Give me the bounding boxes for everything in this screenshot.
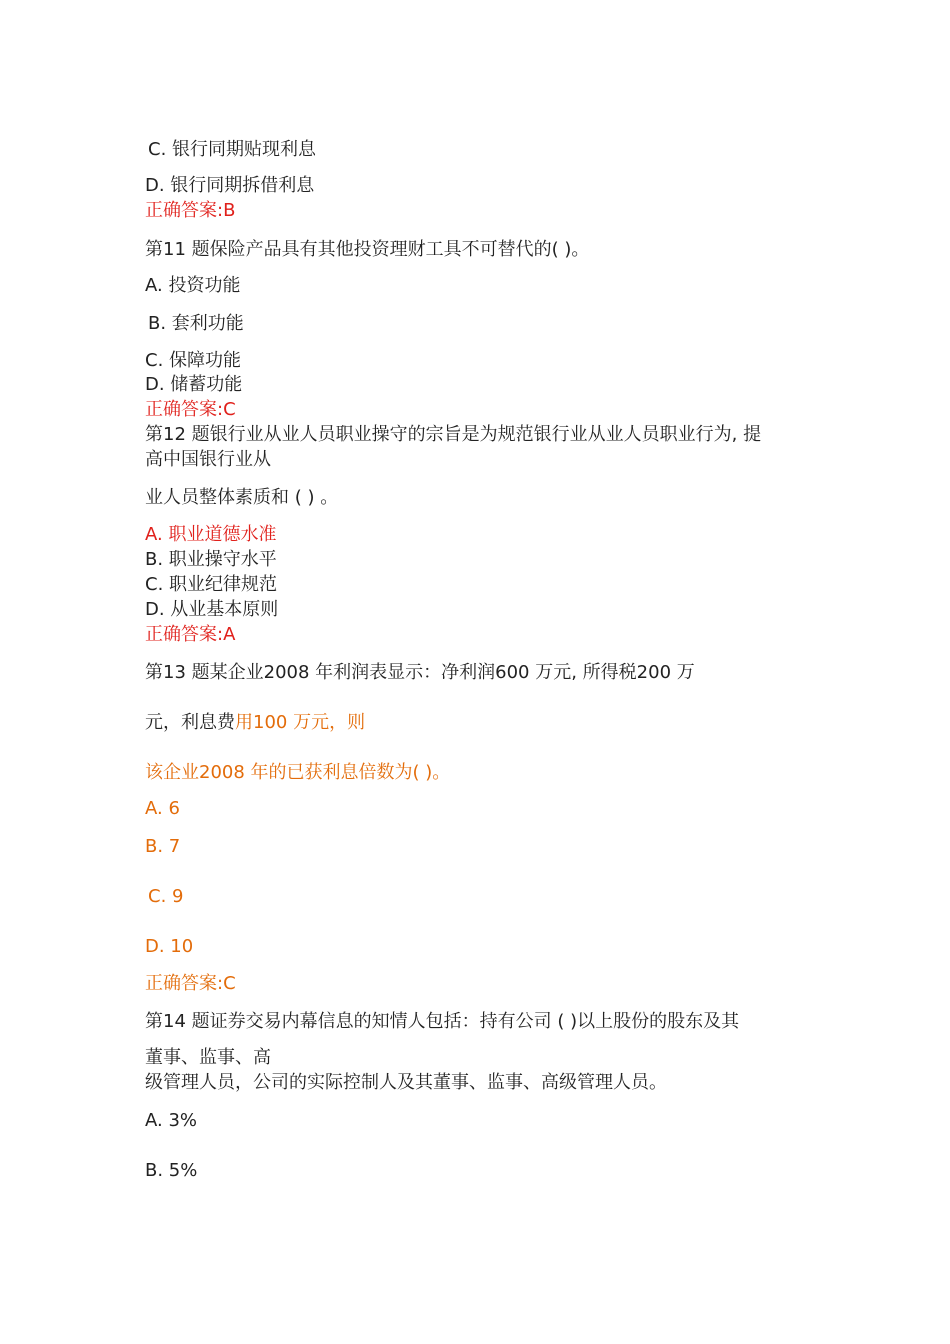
q12-option-a: A. 职业道德水准 bbox=[145, 524, 277, 545]
q14-option-b: B. 5% bbox=[145, 1160, 198, 1181]
q12-question-line3: 业人员整体素质和 ( ) 。 bbox=[145, 487, 339, 508]
q13-question-line1: 第13 题某企业2008 年利润表显示：净利润600 万元, 所得税200 万 bbox=[145, 662, 695, 683]
q14-question-line3: 级管理人员，公司的实际控制人及其董事、监事、高级管理人员。 bbox=[145, 1072, 667, 1093]
q12-question-line2: 高中国银行业从 bbox=[145, 449, 271, 470]
q14-question-line2: 董事、监事、高 bbox=[145, 1047, 271, 1068]
q11-answer: 正确答案:C bbox=[145, 399, 236, 420]
q10-answer: 正确答案:B bbox=[145, 200, 236, 221]
q14-question-line1: 第14 题证券交易内幕信息的知情人包括：持有公司 ( )以上股份的股东及其 bbox=[145, 1011, 740, 1032]
q14-option-a: A. 3% bbox=[145, 1110, 197, 1131]
q12-option-c: C. 职业纪律规范 bbox=[145, 574, 278, 595]
q10-option-c: C. 银行同期贴现利息 bbox=[148, 139, 317, 160]
q12-option-d: D. 从业基本原则 bbox=[145, 599, 279, 620]
q13-answer: 正确答案:C bbox=[145, 973, 236, 994]
q13-option-d: D. 10 bbox=[145, 936, 194, 957]
q13-option-a: A. 6 bbox=[145, 798, 180, 819]
q13-question-line2 bbox=[145, 711, 365, 735]
q10-option-d: D. 银行同期拆借利息 bbox=[145, 175, 315, 196]
q13-question-line2-highlight: 用100 万元，则 bbox=[235, 712, 366, 733]
q11-question: 第11 题保险产品具有其他投资理财工具不可替代的( )。 bbox=[145, 239, 590, 260]
q11-option-a: A. 投资功能 bbox=[145, 275, 241, 296]
q12-option-b: B. 职业操守水平 bbox=[145, 549, 277, 570]
q11-option-d: D. 储蓄功能 bbox=[145, 374, 243, 395]
q13-question-line3: 该企业2008 年的已获利息倍数为( )。 bbox=[145, 762, 451, 783]
q12-answer: 正确答案:A bbox=[145, 624, 236, 645]
q11-option-c: C. 保障功能 bbox=[145, 350, 242, 371]
q12-question-line1: 第12 题银行业从业人员职业操守的宗旨是为规范银行业从业人员职业行为, 提 bbox=[145, 424, 762, 445]
q13-option-b: B. 7 bbox=[145, 836, 181, 857]
q11-option-b: B. 套利功能 bbox=[148, 313, 244, 334]
q13-option-c: C. 9 bbox=[148, 886, 184, 907]
q13-question-line2-text: 元，利息费 bbox=[145, 712, 235, 733]
